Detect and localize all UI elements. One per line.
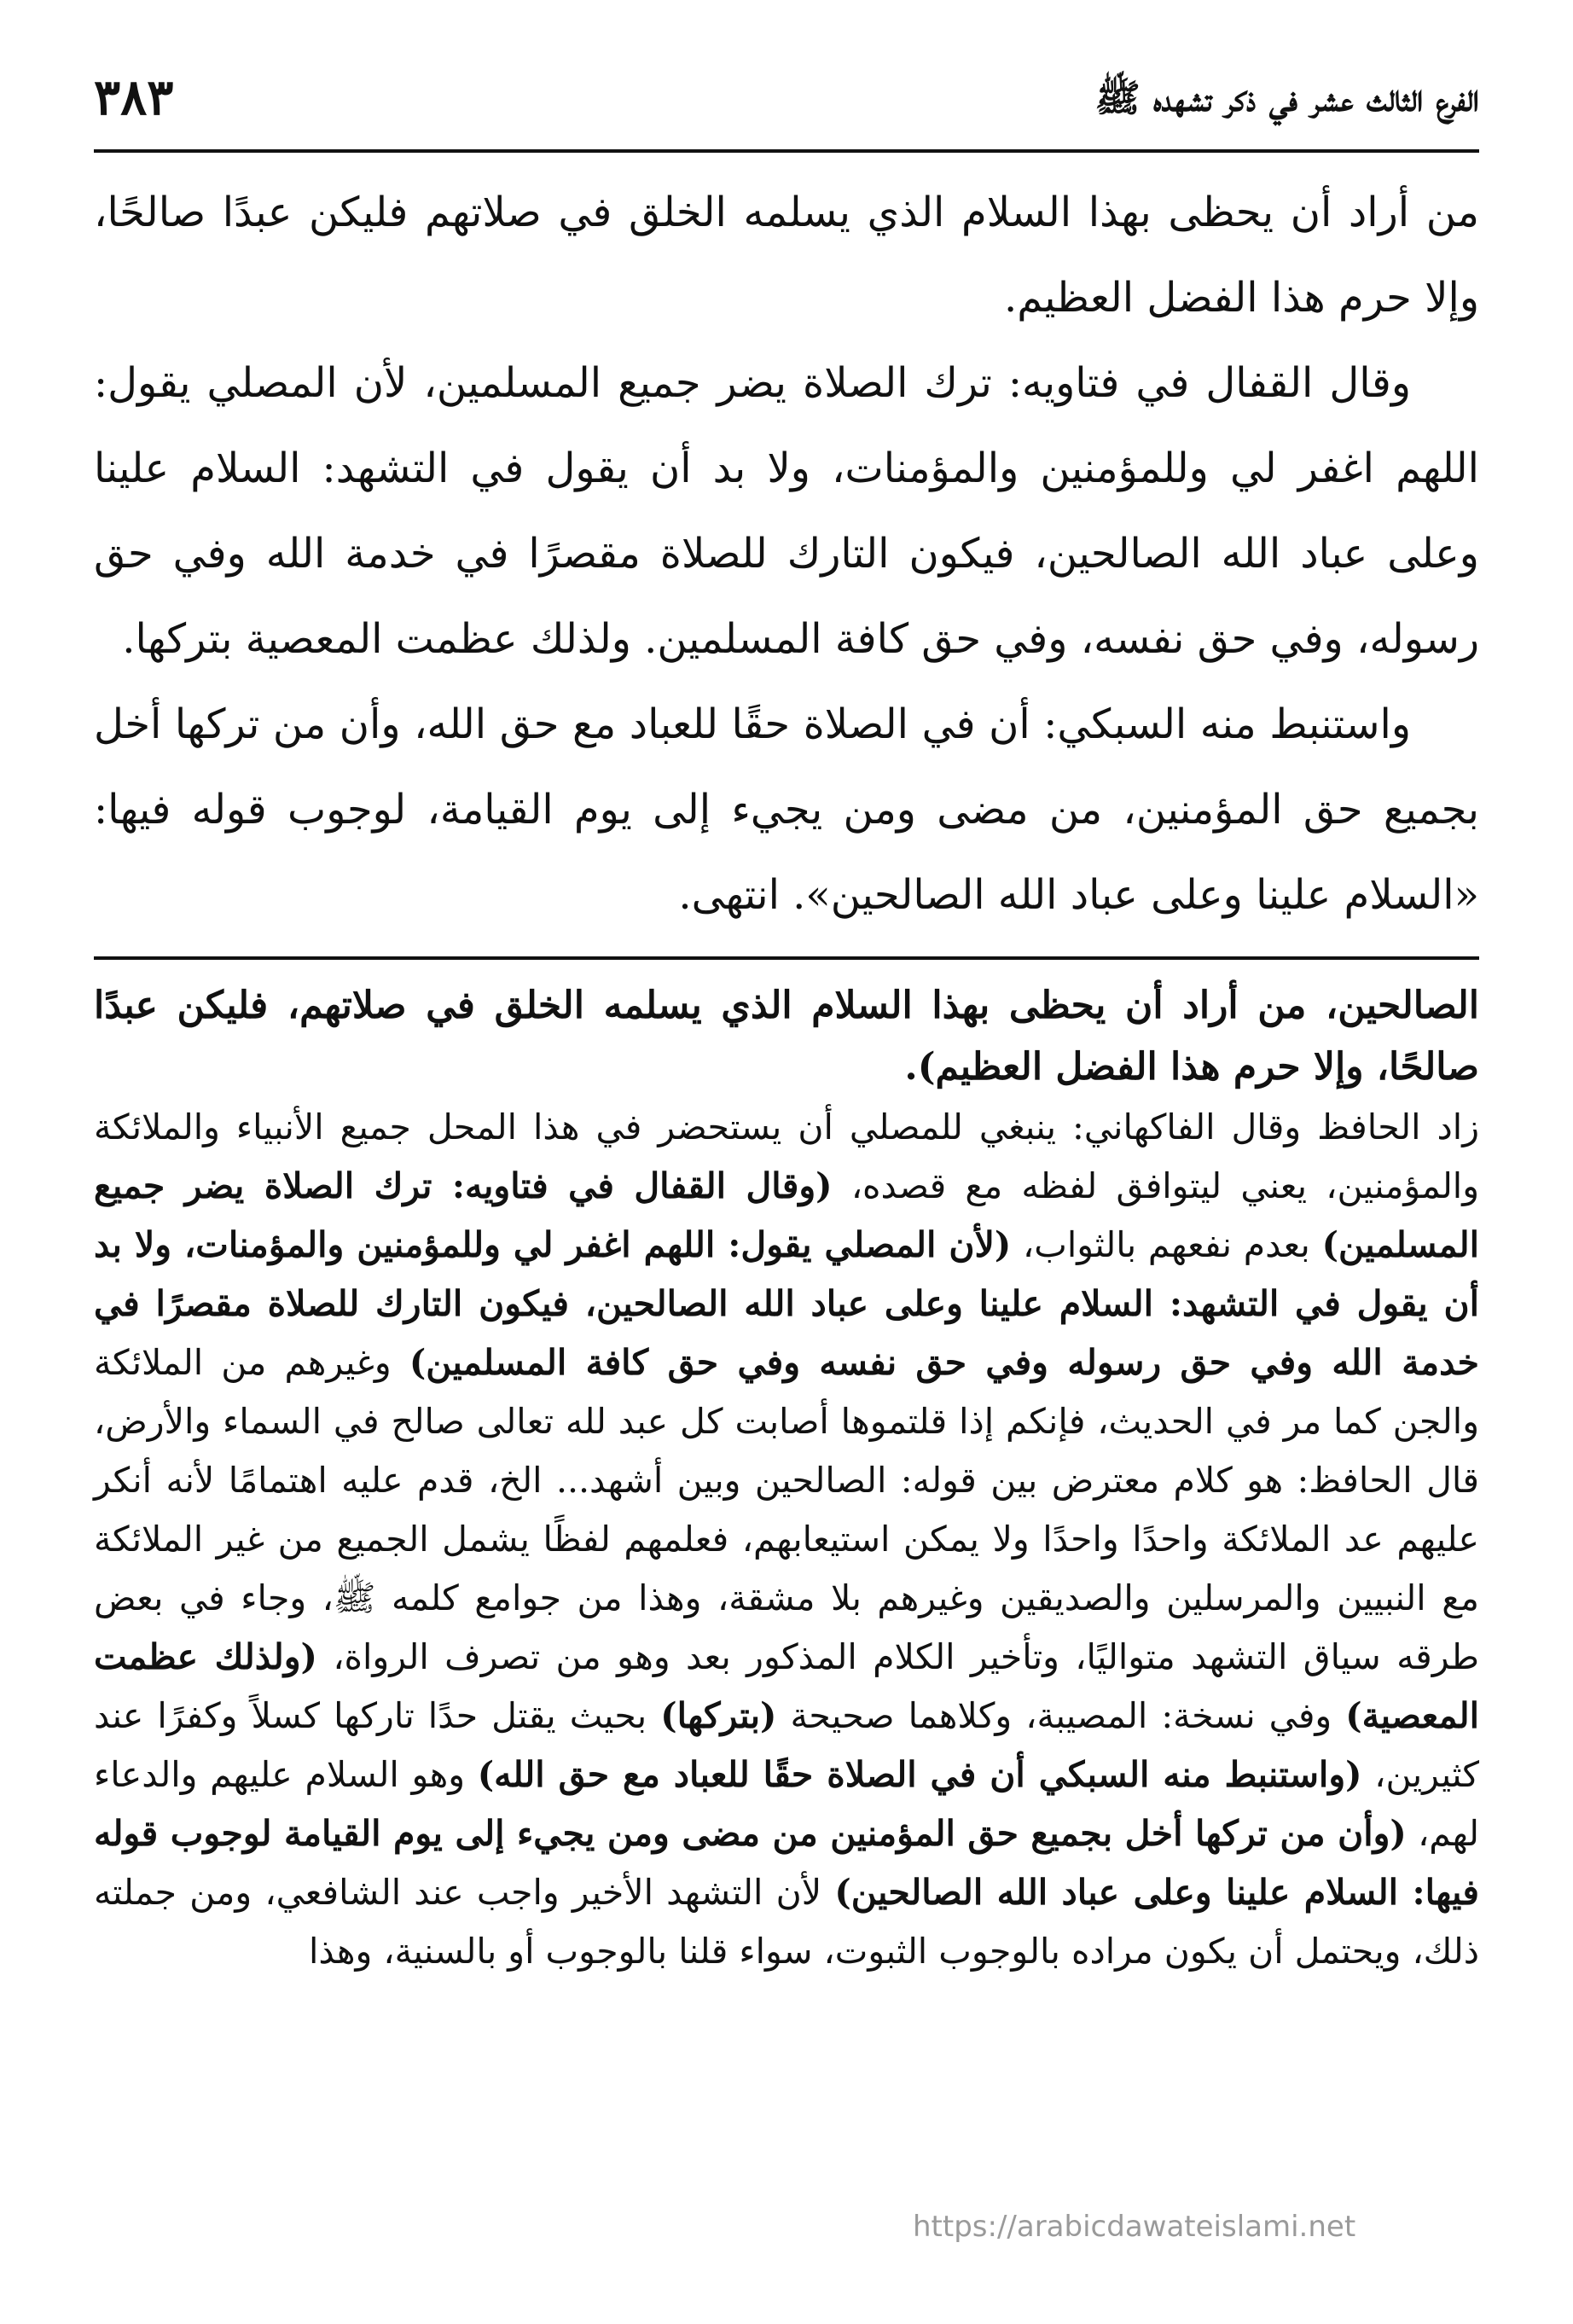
section-divider: [94, 956, 1479, 960]
main-text: [94, 170, 1479, 938]
commentary-paragraph: [94, 1098, 1479, 1981]
watermark-url: https://arabicdawateislami.net: [913, 2210, 1356, 2244]
main-paragraph: من أراد أن يحظى بهذا السلام الذي يسلمه الخلق في صلاتهم فليكن عبدًا صالحًا، وإلا حرم هذا الفضل العظيم.: [94, 189, 1479, 322]
running-title: الفرع الثالث عشر في ذكر تشهده ﷺ: [1094, 77, 1479, 120]
commentary-text: وفي نسخة: المصيبة، وكلاهما صحيحة: [790, 1695, 1332, 1736]
commentary-text: زاد الحافظ وقال الفاكهاني: ينبغي للمصلي أن يستحضر في هذا المحل جميع الأنبياء والملائكة والمؤمنين، يعني ليتوافق لفظه مع قصده،: [94, 1107, 1479, 1206]
commentary-text: بعدم نفعهم بالثواب،: [1022, 1224, 1310, 1265]
quoted-text: (واستنبط منه السبكي أن في الصلاة حقًا للعباد مع حق الله): [477, 1754, 1362, 1795]
book-page: [94, 68, 1479, 2290]
quoted-text: (بتركها): [660, 1695, 777, 1736]
main-paragraph: وقال القفال في فتاويه: ترك الصلاة يضر جميع المسلمين، لأن المصلي يقول: اللهم اغفر لي وللمؤمنين والمؤمنات، ولا بد أن يقول في التشهد: السلام علينا وعلى عباد الله الصالحين، فيكون التارك للصلاة مقصرًا في خدمة الله وفي حق رسوله، وفي حق نفسه، وفي حق كافة المسلمين. ولذلك عظمت المعصية بتركها.: [94, 359, 1479, 663]
quoted-text: (وقال القفال في فتاويه: ترك الصلاة يضر جميع المسلمين): [94, 1165, 1479, 1265]
quoted-text: (ولذلك عظمت المعصية): [94, 1636, 1479, 1736]
page-number: ٣٨٣: [94, 68, 174, 126]
commentary-text: بحيث يقتل حدًا تاركها كسلاً وكفرًا عند كثيرين،: [94, 1695, 1479, 1795]
commentary-text: وغيرهم من الملائكة والجن كما مر في الحديث، فإنكم إذا قلتموها أصابت كل عبد لله تعالى صالح في السماء والأرض، قال الحافظ: هو كلام معترض بين قوله: الصالحين وبين أشهد... الخ، قدم عليه اهتمامًا لأنه أنكر عليهم عد الملائكة واحدًا واحدًا ولا يمكن استيعابهم، فعلمهم لفظًا يشمل الجميع من غير الملائكة مع النبيين والمرسلين والصديقين وغيرهم بلا مشقة، وهذا من جوامع كلمه ﷺ، وجاء في بعض طرقه سياق التشهد متواليًا، وتأخير الكلام المذكور بعد وهو من تصرف الرواة،: [94, 1342, 1479, 1677]
commentary-text: لأن التشهد الأخير واجب عند الشافعي، ومن جملته ذلك، ويحتمل أن يكون مراده بالوجوب الثبوت، سواء قلنا بالوجوب أو بالسنية، وهذا: [94, 1872, 1479, 1972]
page-header: [94, 68, 1479, 153]
main-paragraph: واستنبط منه السبكي: أن في الصلاة حقًا للعباد مع حق الله، وأن من تركها أخل بجميع حق المؤمنين، من مضى ومن يجيء إلى يوم القيامة، لوجوب قوله فيها: «السلام علينا وعلى عباد الله الصالحين». انتهى.: [94, 700, 1479, 919]
quoted-text: (وأن من تركها أخل بجميع حق المؤمنين من مضى ومن يجيء إلى يوم القيامة لوجوب قوله فيها: السلام علينا وعلى عباد الله الصالحين): [94, 1813, 1479, 1913]
quoted-text: (لأن المصلي يقول: اللهم اغفر لي وللمؤمنين والمؤمنات، ولا بد أن يقول في التشهد: السلام علينا وعلى عباد الله الصالحين، فيكون التارك للصلاة مقصرًا في خدمة الله وفي حق رسوله وفي حق نفسه وفي حق كافة المسلمين): [94, 1224, 1479, 1383]
commentary-lead: الصالحين، من أراد أن يحظى بهذا السلام الذي يسلمه الخلق في صلاتهم، فليكن عبدًا صالحًا، وإلا حرم هذا الفضل العظيم).: [94, 984, 1479, 1089]
commentary: [94, 975, 1479, 1981]
commentary-text: وهو السلام عليهم والدعاء لهم،: [94, 1754, 1479, 1854]
